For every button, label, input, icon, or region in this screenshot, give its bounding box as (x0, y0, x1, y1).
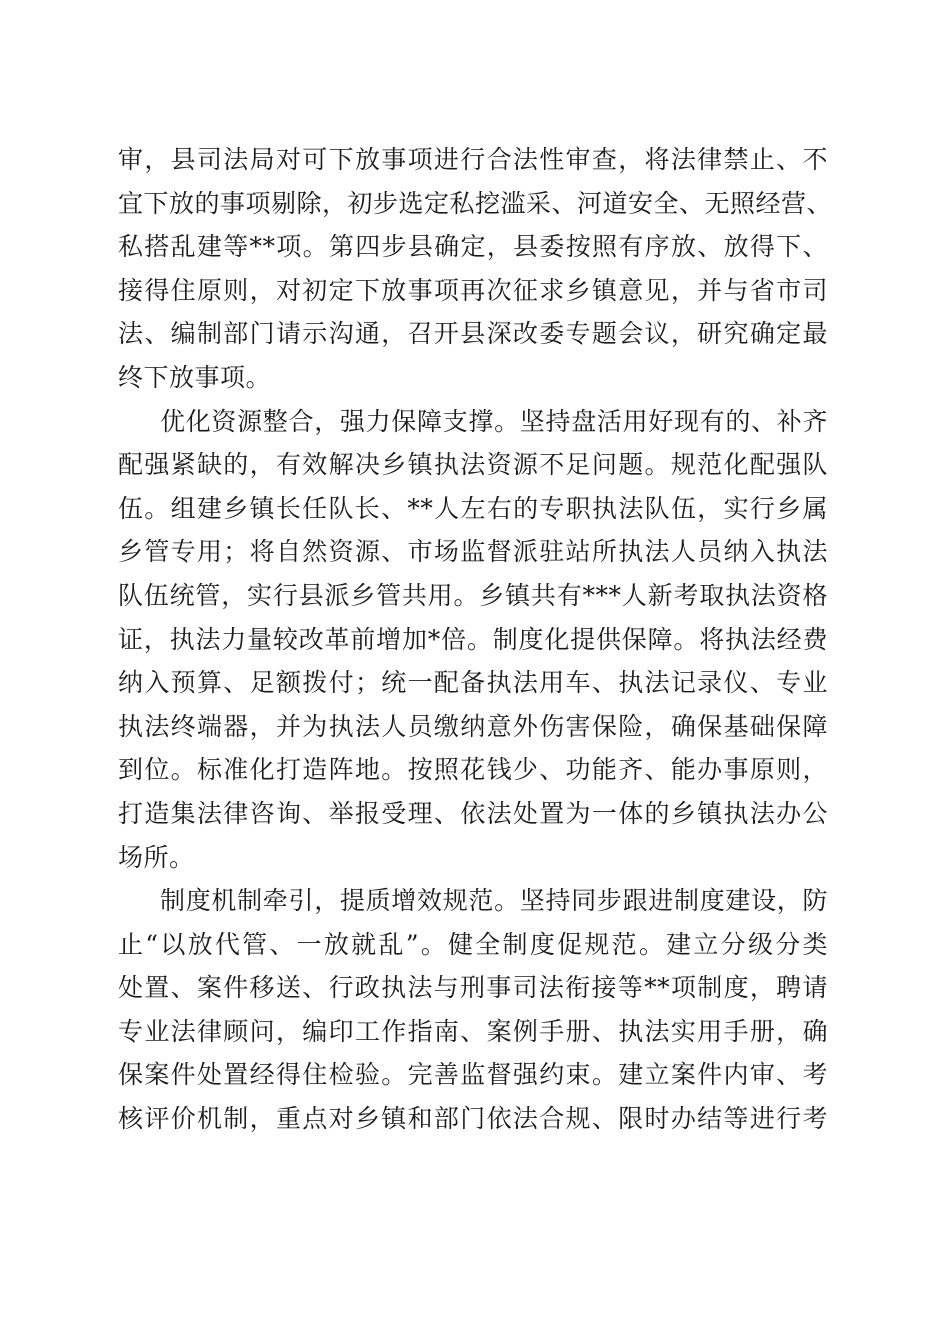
text-line: 处置、案件移送、行政执法与刑事司法衔接等**项制度，聘请 (118, 973, 828, 1003)
text-line: 法、编制部门请示沟通，召开县深改委专题会议，研究确定最 (118, 319, 828, 349)
paragraph-first-line: 优化资源整合，强力保障支撑。坚持盘活用好现有的、补齐 (160, 406, 828, 436)
text-line: 打造集法律咨询、举报受理、依法处置为一体的乡镇执法办公 (118, 798, 828, 828)
text-line: 乡管专用；将自然资源、市场监督派驻站所执法人员纳入执法 (118, 537, 828, 567)
text-line: 队伍统管，实行县派乡管共用。乡镇共有***人新考取执法资格 (118, 580, 828, 610)
text-line: 专业法律顾问，编印工作指南、案例手册、执法实用手册，确 (118, 1016, 828, 1046)
text-line: 证，执法力量较改革前增加*倍。制度化提供保障。将执法经费 (118, 624, 828, 654)
text-line: 配强紧缺的，有效解决乡镇执法资源不足问题。规范化配强队 (118, 450, 828, 480)
text-line: 接得住原则，对初定下放事项再次征求乡镇意见，并与省市司 (118, 275, 828, 305)
body-text (118, 138, 833, 1141)
text-line: 保案件处置经得住检验。完善监督强约束。建立案件内审、考 (118, 1060, 828, 1090)
text-line: 终下放事项。 (118, 362, 272, 392)
text-line: 止“以放代管、一放就乱”。健全制度促规范。建立分级分类 (118, 929, 828, 959)
text-line: 到位。标准化打造阵地。按照花钱少、功能齐、能办事原则， (118, 755, 828, 785)
text-line: 审，县司法局对可下放事项进行合法性审查，将法律禁止、不 (118, 145, 828, 174)
text-line: 伍。组建乡镇长任队长、**人左右的专职执法队伍，实行乡属 (118, 493, 828, 523)
text-line: 场所。 (118, 842, 195, 872)
text-line: 执法终端器，并为执法人员缴纳意外伤害保险，确保基础保障 (118, 711, 828, 741)
text-line: 核评价机制，重点对乡镇和部门依法合规、限时办结等进行考 (118, 1104, 828, 1134)
text-line: 私搭乱建等**项。第四步县确定，县委按照有序放、放得下、 (118, 232, 828, 262)
text-line: 纳入预算、足额拨付；统一配备执法用车、执法记录仪、专业 (118, 668, 828, 698)
text-line: 宜下放的事项剔除，初步选定私挖滥采、河道安全、无照经营、 (118, 188, 833, 218)
paragraph-first-line: 制度机制牵引，提质增效规范。坚持同步跟进制度建设，防 (160, 886, 828, 916)
